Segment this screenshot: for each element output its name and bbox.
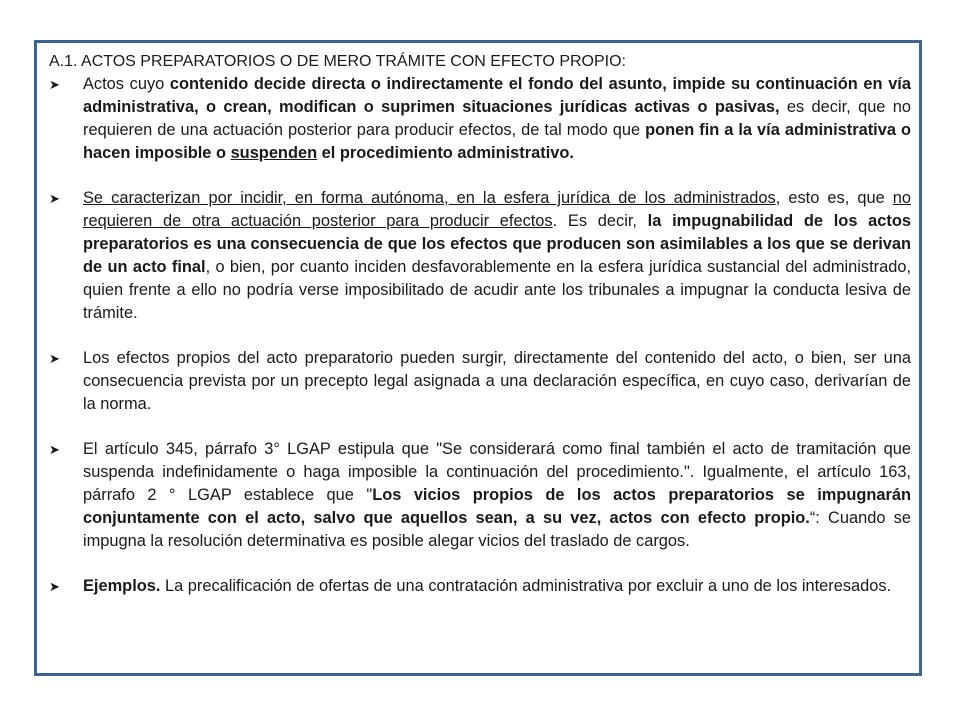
text-run-bold: contenido decide directa o indirectamente el fondo del asunto, impide su continuación en vía administrativa, o crean, modifican o suprimen situaciones jurídicas activas o pasivas, bbox=[83, 75, 911, 116]
text-run: Actos cuyo bbox=[83, 75, 170, 93]
text-run: El artículo 345, párrafo 3° LGAP estipula que "Se considerará como final también el acto de tramitación que suspenda indefinidamente o haga imposible la continuación del procedimiento.". Igualmente, el artículo 163, párrafo 2 ° LGAP establece que " bbox=[83, 440, 911, 504]
bullet-text-2 bbox=[83, 187, 911, 325]
text-run-bold: la impugnabilidad de los actos preparatorios es una consecuencia de que los efectos que producen son asimilables a los que se derivan de un acto final bbox=[83, 212, 911, 276]
bullet-text-3 bbox=[83, 347, 911, 416]
bullet-item-5 bbox=[49, 575, 911, 598]
text-run: es decir, que no requieren de una actuación posterior para producir efectos, de tal modo que bbox=[83, 98, 911, 139]
text-run-bold: Ejemplos. bbox=[83, 577, 161, 595]
text-run-bold: Los vicios propios de los actos preparatorios se impugnarán conjuntamente con el acto, salvo que aquellos sean, a su vez, actos con efecto propio. bbox=[83, 486, 911, 527]
text-run: “: Cuando se impugna la resolución determinativa es posible alegar vicios del traslado de cargos. bbox=[83, 509, 911, 550]
text-run-bold: ponen fin a la vía administrativa o hacen imposible o bbox=[83, 121, 911, 162]
text-run-underlined: Se caracterizan por incidir, en forma autónoma, en la esfera jurídica de los administrados bbox=[83, 189, 776, 207]
arrow-bullet-icon: ➤ bbox=[49, 351, 60, 366]
bullet-text-5 bbox=[83, 575, 911, 598]
text-run: Los efectos propios del acto preparatorio pueden surgir, directamente del contenido del acto, o bien, ser una consecuencia prevista por un precepto legal asignada a una declaración específica, en cuyo caso, derivarían de la norma. bbox=[83, 349, 911, 413]
section-heading: A.1. ACTOS PREPARATORIOS O DE MERO TRÁMITE CON EFECTO PROPIO: bbox=[49, 53, 626, 70]
text-run-underlined: no requieren de otra actuación posterior para producir efectos bbox=[83, 189, 912, 230]
arrow-bullet-icon: ➤ bbox=[49, 191, 60, 206]
arrow-bullet-icon: ➤ bbox=[49, 579, 60, 594]
text-run-bold-underlined: suspenden bbox=[230, 144, 318, 162]
text-run: , esto es, que bbox=[775, 189, 893, 207]
bullet-item-2 bbox=[49, 187, 911, 325]
content-frame bbox=[34, 40, 922, 676]
text-run: . Es decir, bbox=[552, 212, 648, 230]
text-run-bold: el procedimiento administrativo. bbox=[317, 144, 574, 162]
text-run: , o bien, por cuanto inciden desfavorablemente en la esfera jurídica sustancial del administrado, quien frente a ello no podría verse imposibilitado de acudir ante los tribunales a impugnar la conducta lesiva de trámite. bbox=[83, 258, 911, 322]
arrow-bullet-icon: ➤ bbox=[49, 442, 60, 457]
bullet-item-3 bbox=[49, 347, 911, 416]
text-run: La precalificación de ofertas de una contratación administrativa por excluir a uno de los interesados. bbox=[160, 577, 892, 595]
bullet-text-4 bbox=[83, 438, 911, 553]
arrow-bullet-icon: ➤ bbox=[49, 77, 60, 92]
bullet-item-4 bbox=[49, 438, 911, 553]
bullet-text-1 bbox=[83, 73, 911, 165]
bullet-item-1 bbox=[49, 73, 911, 165]
